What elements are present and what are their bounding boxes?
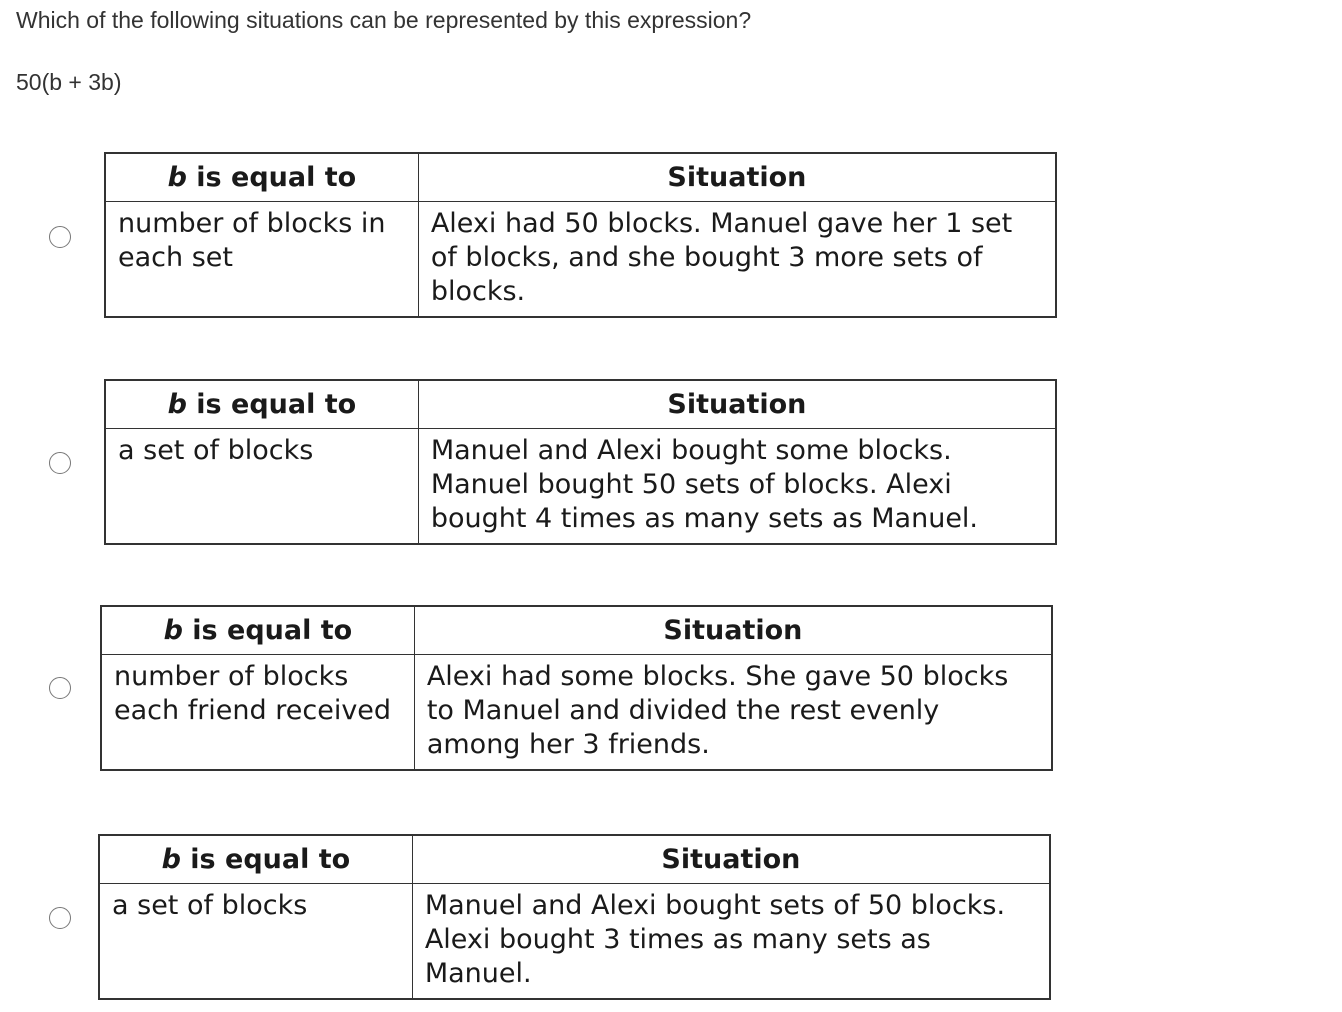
table-header-row	[105, 380, 1056, 428]
table-row	[101, 654, 1052, 770]
table-header-row	[101, 606, 1052, 654]
b-value-cell: a set of blocks	[99, 883, 412, 999]
b-value-cell: number of blocks in each set	[105, 201, 418, 317]
question-text: Which of the following situations can be represented by this expression?	[16, 7, 752, 33]
b-value-cell: a set of blocks	[105, 428, 418, 544]
option-1-table	[104, 152, 1057, 318]
situation-cell: Manuel and Alexi bought sets of 50 blocks. Alexi bought 3 times as many sets as Manuel.	[412, 883, 1050, 999]
header-b-is-equal-to: b is equal to	[105, 153, 418, 201]
option-3-table	[100, 605, 1053, 771]
situation-cell: Alexi had 50 blocks. Manuel gave her 1 set of blocks, and she bought 3 more sets of blocks.	[418, 201, 1056, 317]
radio-button-option-3[interactable]	[49, 677, 71, 699]
situation-cell: Manuel and Alexi bought some blocks. Manuel bought 50 sets of blocks. Alexi bought 4 times as many sets as Manuel.	[418, 428, 1056, 544]
table-header-row	[99, 835, 1050, 883]
table-row	[99, 883, 1050, 999]
header-situation: Situation	[412, 835, 1050, 883]
header-b-is-equal-to: b is equal to	[101, 606, 414, 654]
table-row	[105, 428, 1056, 544]
header-situation: Situation	[414, 606, 1052, 654]
table-header-row	[105, 153, 1056, 201]
header-b-is-equal-to: b is equal to	[105, 380, 418, 428]
b-value-cell: number of blocks each friend received	[101, 654, 414, 770]
table-row	[105, 201, 1056, 317]
radio-button-option-2[interactable]	[49, 452, 71, 474]
radio-button-option-4[interactable]	[49, 907, 71, 929]
expression-text: 50(b + 3b)	[16, 69, 122, 95]
option-4-table	[98, 834, 1051, 1000]
header-situation: Situation	[418, 380, 1056, 428]
header-situation: Situation	[418, 153, 1056, 201]
situation-cell: Alexi had some blocks. She gave 50 blocks to Manuel and divided the rest evenly among her 3 friends.	[414, 654, 1052, 770]
radio-button-option-1[interactable]	[49, 226, 71, 248]
option-2-table	[104, 379, 1057, 545]
header-b-is-equal-to: b is equal to	[99, 835, 412, 883]
